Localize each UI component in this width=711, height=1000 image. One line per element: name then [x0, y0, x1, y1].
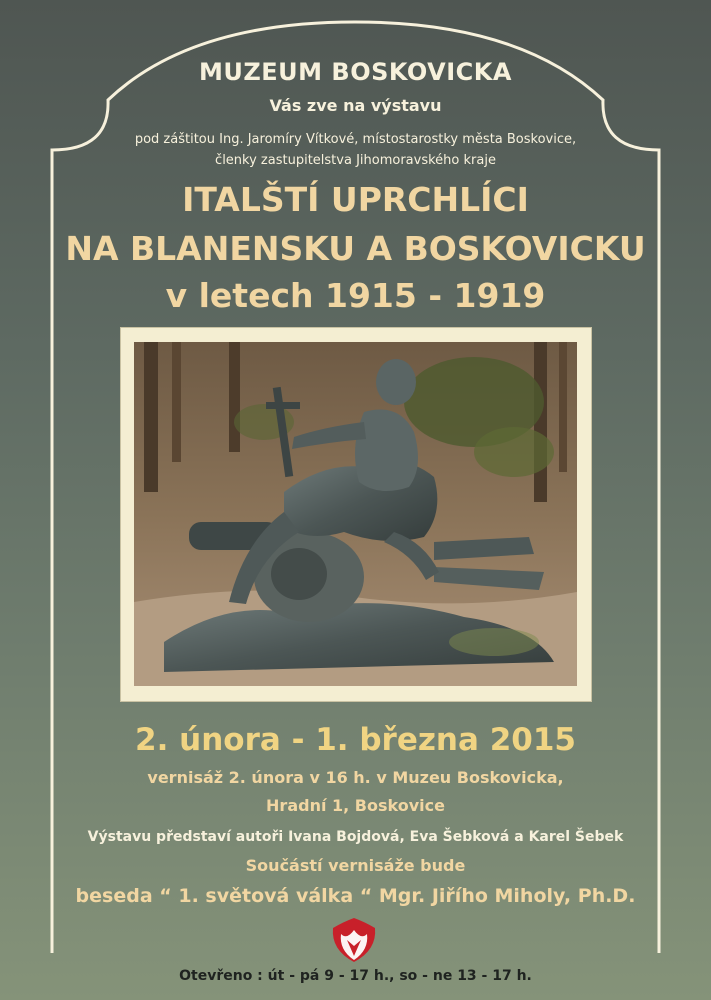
- patronage-line-2: členky zastupitelstva Jihomoravského kraje: [215, 153, 496, 168]
- statue-photo: [134, 342, 577, 686]
- patronage-text: [0, 129, 711, 171]
- exhibition-title-line-1: ITALŠTÍ UPRCHLÍCI: [182, 180, 529, 219]
- invitation-text: Vás zve na výstavu: [269, 96, 442, 115]
- museum-name: MUZEUM BOSKOVICKA: [199, 58, 512, 86]
- statue-illustration: [134, 342, 577, 686]
- talk-text: beseda “ 1. světová válka “ Mgr. Jiřího Miholy, Ph.D.: [75, 885, 636, 907]
- opening-hours: Otevřeno : út - pá 9 - 17 h., so - ne 13 - 17 h.: [179, 968, 532, 984]
- museum-logo-icon: [327, 916, 381, 964]
- authors-text: Výstavu představí autoři Ivana Bojdová, Eva Šebková a Karel Šebek: [87, 829, 624, 845]
- exhibition-title-line-2: NA BLANENSKU A BOSKOVICKU: [65, 229, 646, 268]
- patronage-line-1: pod záštitou Ing. Jaromíry Vítkové, místostarostky města Boskovice,: [134, 132, 577, 147]
- exhibition-dates: 2. února - 1. března 2015: [135, 722, 576, 758]
- part-of-text: Součástí vernisáže bude: [245, 856, 466, 875]
- vernissage-text-line-2: Hradní 1, Boskovice: [266, 796, 445, 815]
- exhibition-title-line-3: v letech 1915 - 1919: [165, 276, 546, 315]
- vernissage-text-line-1: vernisáž 2. února v 16 h. v Muzeu Boskovicka,: [147, 768, 564, 787]
